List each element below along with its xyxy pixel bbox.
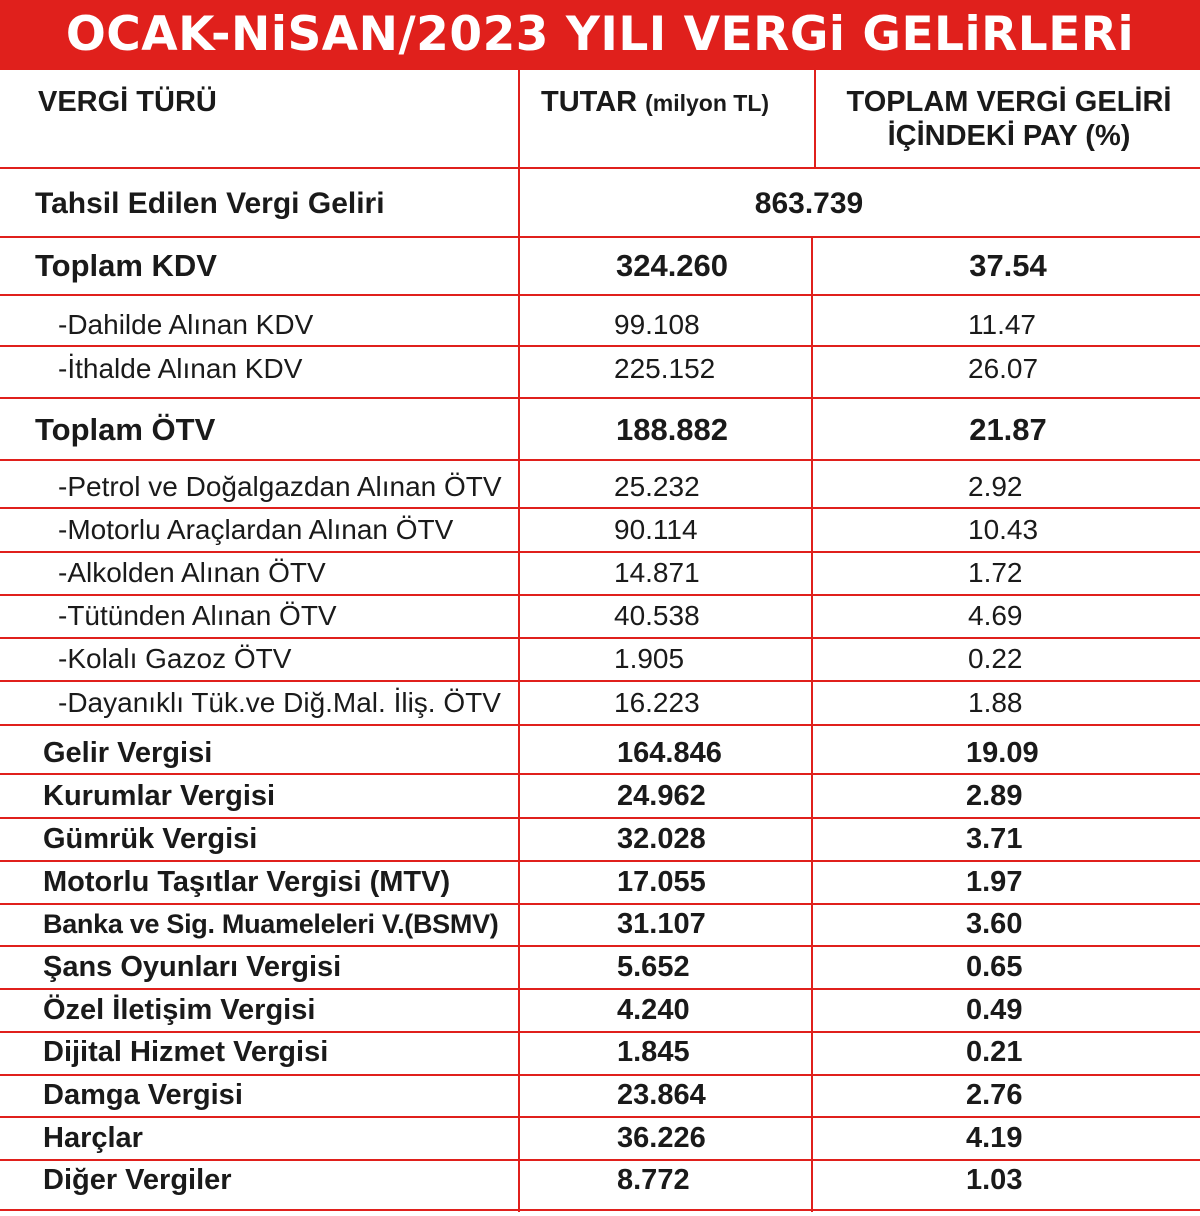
row-divider xyxy=(0,773,1200,775)
row-label-tax: Şans Oyunları Vergisi xyxy=(43,951,342,983)
value-tax-amount: 24.962 xyxy=(617,780,706,812)
column-header-amount xyxy=(541,85,769,120)
row-label-otv-total: Toplam ÖTV xyxy=(35,412,216,447)
tax-revenue-table xyxy=(0,70,1200,1216)
row-label-otv-item: -Motorlu Araçlardan Alınan ÖTV xyxy=(58,514,454,545)
value-tax-amount: 164.846 xyxy=(617,737,722,769)
row-label-tax: Kurumlar Vergisi xyxy=(43,780,276,812)
value-otv-item-share: 4.69 xyxy=(968,600,1023,631)
value-kdv-item-amount: 99.108 xyxy=(614,309,700,340)
share-header-line2: İÇİNDEKİ PAY (%) xyxy=(887,120,1131,152)
row-label-tax: Damga Vergisi xyxy=(43,1079,243,1111)
row-label-tax: Banka ve Sig. Muameleleri V.(BSMV) xyxy=(43,909,499,939)
value-tax-share: 3.71 xyxy=(966,823,1023,855)
value-tax-amount: 8.772 xyxy=(617,1164,690,1196)
row-label-tax: Motorlu Taşıtlar Vergisi (MTV) xyxy=(43,866,451,898)
value-tax-amount: 4.240 xyxy=(617,994,690,1026)
row-divider xyxy=(0,680,1200,682)
column-divider-2 xyxy=(811,237,813,1212)
value-kdv-share: 37.54 xyxy=(969,248,1047,283)
value-tax-amount: 31.107 xyxy=(617,908,706,940)
value-tax-share: 0.49 xyxy=(966,994,1023,1026)
row-divider xyxy=(0,294,1200,296)
row-label-tax: Gümrük Vergisi xyxy=(43,823,258,855)
value-otv-item-amount: 16.223 xyxy=(614,687,700,718)
value-otv-item-amount: 1.905 xyxy=(614,643,685,674)
value-tax-amount: 32.028 xyxy=(617,823,706,855)
value-tax-share: 1.97 xyxy=(966,866,1023,898)
value-total-amount: 863.739 xyxy=(754,187,864,220)
value-kdv-item-share: 11.47 xyxy=(968,309,1036,340)
amount-header-label: TUTAR xyxy=(541,86,638,118)
share-header-line1: TOPLAM VERGİ GELİRİ xyxy=(846,86,1172,118)
title-banner xyxy=(0,0,1200,70)
row-label-kdv-item: -Dahilde Alınan KDV xyxy=(58,309,314,340)
row-label-tax: Diğer Vergiler xyxy=(43,1164,232,1196)
header-divider xyxy=(0,167,1200,169)
row-label-otv-item: -Kolalı Gazoz ÖTV xyxy=(58,643,292,674)
row-divider xyxy=(0,236,1200,238)
value-tax-amount: 5.652 xyxy=(617,951,690,983)
page-title: OCAK-NiSAN/2023 YILI VERGi GELiRLERi xyxy=(65,7,1135,62)
value-otv-item-share: 10.43 xyxy=(968,514,1039,545)
value-otv-amount: 188.882 xyxy=(615,412,729,447)
row-label-kdv-item: -İthalde Alınan KDV xyxy=(58,353,303,384)
column-header-tax-type: VERGİ TÜRÜ xyxy=(38,86,217,118)
column-header-share xyxy=(818,85,1200,153)
row-label-total: Tahsil Edilen Vergi Geliri xyxy=(35,187,385,220)
value-tax-share: 1.03 xyxy=(966,1164,1023,1196)
row-label-otv-item: -Tütünden Alınan ÖTV xyxy=(58,600,337,631)
row-label-otv-item: -Petrol ve Doğalgazdan Alınan ÖTV xyxy=(58,471,502,502)
row-divider xyxy=(0,507,1200,509)
value-otv-item-amount: 40.538 xyxy=(614,600,700,631)
value-tax-amount: 17.055 xyxy=(617,866,706,898)
value-kdv-amount: 324.260 xyxy=(615,248,729,283)
value-tax-share: 0.65 xyxy=(966,951,1023,983)
row-label-tax: Dijital Hizmet Vergisi xyxy=(43,1036,329,1068)
value-tax-amount: 1.845 xyxy=(617,1036,690,1068)
row-label-otv-item: -Alkolden Alınan ÖTV xyxy=(58,557,326,588)
row-divider xyxy=(0,724,1200,726)
value-tax-share: 4.19 xyxy=(966,1122,1023,1154)
row-label-tax: Gelir Vergisi xyxy=(43,737,213,769)
value-tax-amount: 36.226 xyxy=(617,1122,706,1154)
value-otv-share: 21.87 xyxy=(969,412,1047,447)
value-tax-share: 3.60 xyxy=(966,908,1023,940)
amount-unit-label: (milyon TL) xyxy=(645,90,770,116)
value-tax-share: 0.21 xyxy=(966,1036,1023,1068)
value-tax-share: 2.76 xyxy=(966,1079,1023,1111)
value-otv-item-share: 1.88 xyxy=(968,687,1023,718)
row-divider xyxy=(0,459,1200,461)
row-label-otv-item: -Dayanıklı Tük.ve Diğ.Mal. İliş. ÖTV xyxy=(58,687,501,718)
column-divider-2-header xyxy=(814,70,816,168)
row-label-tax: Özel İletişim Vergisi xyxy=(43,994,316,1026)
value-otv-item-share: 2.92 xyxy=(968,471,1023,502)
value-otv-item-amount: 14.871 xyxy=(614,557,700,588)
row-divider xyxy=(0,397,1200,399)
value-kdv-item-share: 26.07 xyxy=(968,353,1039,384)
row-divider xyxy=(0,345,1200,347)
value-otv-item-share: 1.72 xyxy=(968,557,1023,588)
value-otv-item-amount: 90.114 xyxy=(614,514,698,545)
value-tax-share: 2.89 xyxy=(966,780,1023,812)
row-label-tax: Harçlar xyxy=(43,1122,143,1154)
value-otv-item-amount: 25.232 xyxy=(614,471,700,502)
value-kdv-item-amount: 225.152 xyxy=(614,353,716,384)
value-tax-share: 19.09 xyxy=(966,737,1039,769)
table-bottom-border xyxy=(0,1209,1200,1211)
value-otv-item-share: 0.22 xyxy=(968,643,1023,674)
value-tax-amount: 23.864 xyxy=(617,1079,706,1111)
column-divider-1 xyxy=(518,70,520,1212)
row-label-kdv-total: Toplam KDV xyxy=(35,248,217,283)
